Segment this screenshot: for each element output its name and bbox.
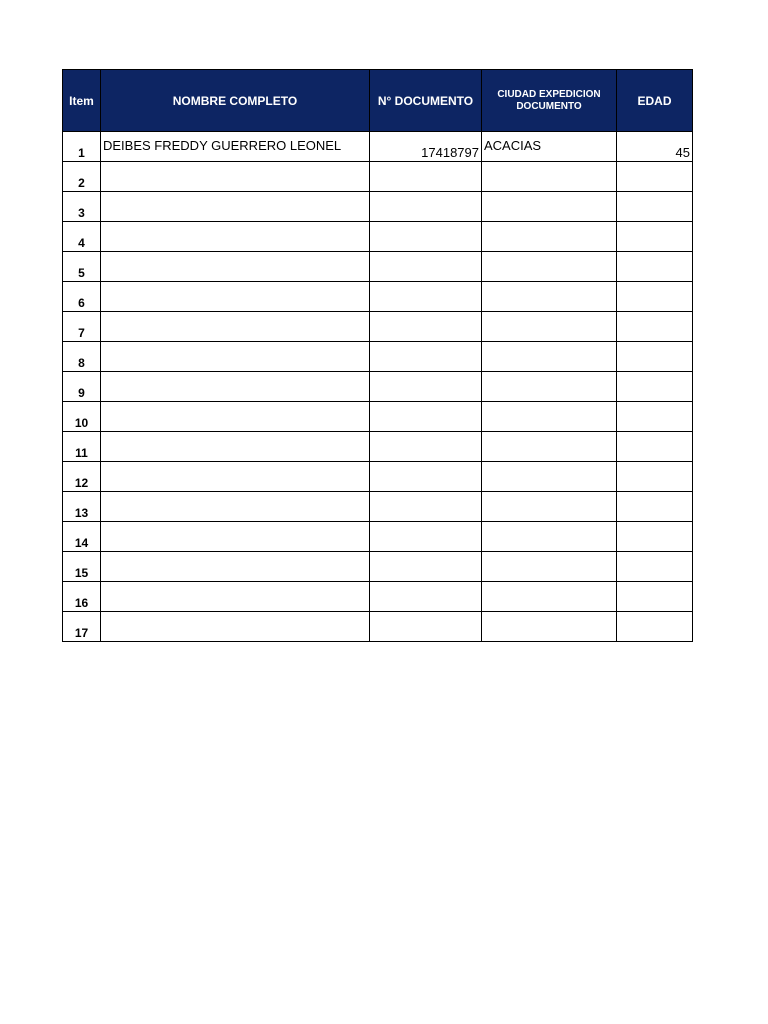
cell-full-name[interactable] [101, 462, 370, 492]
cell-age[interactable] [617, 192, 693, 222]
cell-age[interactable] [617, 492, 693, 522]
cell-document-number[interactable] [370, 612, 482, 642]
cell-full-name[interactable] [101, 282, 370, 312]
cell-age[interactable] [617, 342, 693, 372]
table-row [63, 372, 693, 402]
cell-document-number[interactable] [370, 522, 482, 552]
cell-document-city[interactable] [482, 222, 617, 252]
cell-item: 16 [63, 582, 101, 612]
cell-item: 12 [63, 462, 101, 492]
cell-document-city[interactable] [482, 342, 617, 372]
cell-age[interactable] [617, 222, 693, 252]
cell-document-city[interactable] [482, 372, 617, 402]
header-document-city: CIUDAD EXPEDICION DOCUMENTO [482, 70, 617, 132]
table-row [63, 282, 693, 312]
cell-item: 13 [63, 492, 101, 522]
cell-document-number[interactable] [370, 432, 482, 462]
cell-age[interactable] [617, 282, 693, 312]
cell-document-number[interactable] [370, 402, 482, 432]
cell-document-number[interactable] [370, 312, 482, 342]
cell-item: 11 [63, 432, 101, 462]
cell-document-city[interactable] [482, 282, 617, 312]
table-header-row [63, 70, 693, 132]
header-item: Item [63, 70, 101, 132]
table-row [63, 432, 693, 462]
cell-item: 7 [63, 312, 101, 342]
table-row [63, 552, 693, 582]
cell-age[interactable] [617, 522, 693, 552]
cell-item: 1 [63, 132, 101, 162]
cell-document-city[interactable] [482, 252, 617, 282]
table-row [63, 162, 693, 192]
cell-full-name[interactable] [101, 492, 370, 522]
cell-document-city[interactable] [482, 582, 617, 612]
header-document-number: N° DOCUMENTO [370, 70, 482, 132]
table-row [63, 132, 693, 162]
cell-age[interactable] [617, 402, 693, 432]
cell-document-city[interactable] [482, 312, 617, 342]
cell-item: 2 [63, 162, 101, 192]
cell-age[interactable] [617, 312, 693, 342]
cell-age[interactable] [617, 462, 693, 492]
cell-document-number[interactable] [370, 462, 482, 492]
cell-age[interactable] [617, 162, 693, 192]
cell-full-name[interactable] [101, 552, 370, 582]
cell-document-city[interactable] [482, 462, 617, 492]
cell-document-number[interactable] [370, 252, 482, 282]
cell-document-number[interactable] [370, 582, 482, 612]
cell-full-name[interactable] [101, 432, 370, 462]
cell-item: 17 [63, 612, 101, 642]
cell-document-number[interactable] [370, 192, 482, 222]
cell-full-name[interactable] [101, 612, 370, 642]
header-age: EDAD [617, 70, 693, 132]
cell-document-city[interactable] [482, 612, 617, 642]
cell-full-name[interactable] [101, 372, 370, 402]
table-row [63, 252, 693, 282]
cell-full-name[interactable] [101, 522, 370, 552]
cell-item: 4 [63, 222, 101, 252]
cell-full-name[interactable] [101, 342, 370, 372]
cell-document-number[interactable]: 17418797 [370, 132, 482, 162]
cell-document-number[interactable] [370, 282, 482, 312]
cell-item: 14 [63, 522, 101, 552]
participants-table [62, 69, 693, 642]
cell-document-number[interactable] [370, 372, 482, 402]
header-full-name: NOMBRE COMPLETO [101, 70, 370, 132]
cell-item: 8 [63, 342, 101, 372]
cell-full-name[interactable] [101, 582, 370, 612]
cell-document-number[interactable] [370, 162, 482, 192]
cell-full-name[interactable]: DEIBES FREDDY GUERRERO LEONEL [101, 132, 370, 162]
table-body [63, 132, 693, 642]
cell-full-name[interactable] [101, 222, 370, 252]
table-row [63, 492, 693, 522]
cell-age[interactable] [617, 372, 693, 402]
cell-document-city[interactable] [482, 552, 617, 582]
table-row [63, 612, 693, 642]
table-row [63, 342, 693, 372]
cell-item: 3 [63, 192, 101, 222]
cell-document-number[interactable] [370, 492, 482, 522]
cell-document-city[interactable] [482, 162, 617, 192]
table-row [63, 402, 693, 432]
cell-document-city[interactable]: ACACIAS [482, 132, 617, 162]
cell-age[interactable] [617, 432, 693, 462]
cell-item: 6 [63, 282, 101, 312]
table-row [63, 192, 693, 222]
cell-age[interactable] [617, 612, 693, 642]
cell-document-city[interactable] [482, 192, 617, 222]
cell-full-name[interactable] [101, 252, 370, 282]
cell-document-number[interactable] [370, 222, 482, 252]
cell-item: 9 [63, 372, 101, 402]
cell-item: 15 [63, 552, 101, 582]
cell-document-city[interactable] [482, 432, 617, 462]
cell-document-city[interactable] [482, 522, 617, 552]
cell-item: 10 [63, 402, 101, 432]
cell-age[interactable] [617, 252, 693, 282]
cell-document-number[interactable] [370, 342, 482, 372]
cell-full-name[interactable] [101, 162, 370, 192]
cell-document-city[interactable] [482, 402, 617, 432]
cell-age[interactable] [617, 582, 693, 612]
cell-age[interactable] [617, 552, 693, 582]
cell-full-name[interactable] [101, 402, 370, 432]
cell-item: 5 [63, 252, 101, 282]
table-row [63, 462, 693, 492]
cell-document-number[interactable] [370, 552, 482, 582]
table-row [63, 522, 693, 552]
cell-full-name[interactable] [101, 192, 370, 222]
cell-full-name[interactable] [101, 312, 370, 342]
cell-document-city[interactable] [482, 492, 617, 522]
cell-age[interactable]: 45 [617, 132, 693, 162]
table-row [63, 222, 693, 252]
table-row [63, 582, 693, 612]
table-row [63, 312, 693, 342]
